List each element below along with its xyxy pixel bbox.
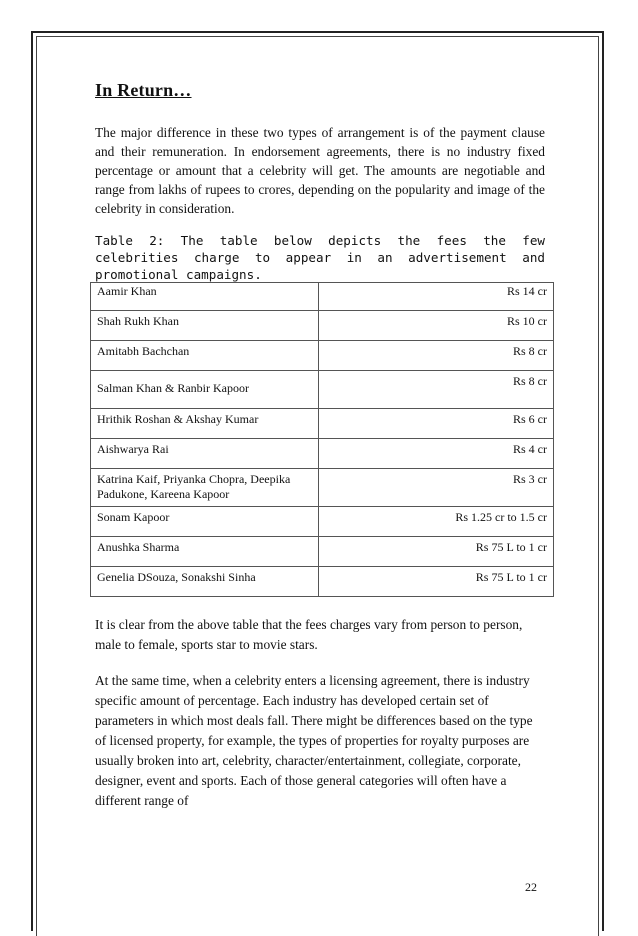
- table-row: [91, 507, 554, 537]
- licensing-paragraph: At the same time, when a celebrity enters a licensing agreement, there is industry specific amount of percentage. Each industry has developed certain set of parameters in which most deals fall. There might be differences based on the type of licensed property, for example, the types of properties for royalty purposes are usually broken into art, celebrity, character/entertainment, collegiate, corporate, designer, event and sports. Each of those general categories will often have a different range of: [95, 673, 533, 808]
- page-number: 22: [525, 880, 537, 894]
- celebrity-name-cell: Katrina Kaif, Priyanka Chopra, Deepika Padukone, Kareena Kapoor: [91, 469, 319, 507]
- table-caption: Table 2: The table below depicts the fees the few celebrities charge to appear in an advertisement and promotional campaigns.: [95, 233, 545, 282]
- table-row: [91, 439, 554, 469]
- celebrity-name-cell: Sonam Kapoor: [91, 507, 319, 537]
- fee-cell: Rs 75 L to 1 cr: [319, 567, 554, 597]
- celebrity-name-cell: Aishwarya Rai: [91, 439, 319, 469]
- celebrity-name-cell: Hrithik Roshan & Akshay Kumar: [91, 409, 319, 439]
- celebrity-name-cell: Aamir Khan: [91, 283, 319, 311]
- table-row: [91, 283, 554, 311]
- intro-paragraph: The major difference in these two types of arrangement is of the payment clause and their remuneration. In endorsement agreements, there is no industry fixed percentage or amount that a celebrity will get. The amounts are negotiable and range from lakhs of rupees to crores, depending on the popularity and image of the celebrity in consideration.: [95, 125, 545, 216]
- celebrity-name-cell: Salman Khan & Ranbir Kapoor: [91, 371, 319, 409]
- body-text: [95, 615, 545, 811]
- celebrity-fees-table: [90, 282, 554, 597]
- paragraph-gap: [95, 655, 545, 671]
- fee-cell: Rs 1.25 cr to 1.5 cr: [319, 507, 554, 537]
- table-row: [91, 409, 554, 439]
- fee-cell: Rs 8 cr: [319, 371, 554, 409]
- table-row: [91, 311, 554, 341]
- table-row: [91, 537, 554, 567]
- conclusion-paragraph: It is clear from the above table that the fees charges vary from person to person, male to female, sports star to movie stars.: [95, 617, 523, 652]
- fee-cell: Rs 75 L to 1 cr: [319, 537, 554, 567]
- celebrity-name-cell: Anushka Sharma: [91, 537, 319, 567]
- page-content: [95, 80, 545, 283]
- celebrity-name-cell: Genelia DSouza, Sonakshi Sinha: [91, 567, 319, 597]
- table-row: [91, 371, 554, 409]
- fee-cell: Rs 8 cr: [319, 341, 554, 371]
- celebrity-name-cell: Shah Rukh Khan: [91, 311, 319, 341]
- table-row: [91, 567, 554, 597]
- table-row: [91, 341, 554, 371]
- fee-cell: Rs 10 cr: [319, 311, 554, 341]
- fee-cell: Rs 6 cr: [319, 409, 554, 439]
- section-heading: In Return…: [95, 80, 192, 100]
- fee-cell: Rs 14 cr: [319, 283, 554, 311]
- fee-cell: Rs 3 cr: [319, 469, 554, 507]
- celebrity-name-cell: Amitabh Bachchan: [91, 341, 319, 371]
- fee-cell: Rs 4 cr: [319, 439, 554, 469]
- table-row: [91, 469, 554, 507]
